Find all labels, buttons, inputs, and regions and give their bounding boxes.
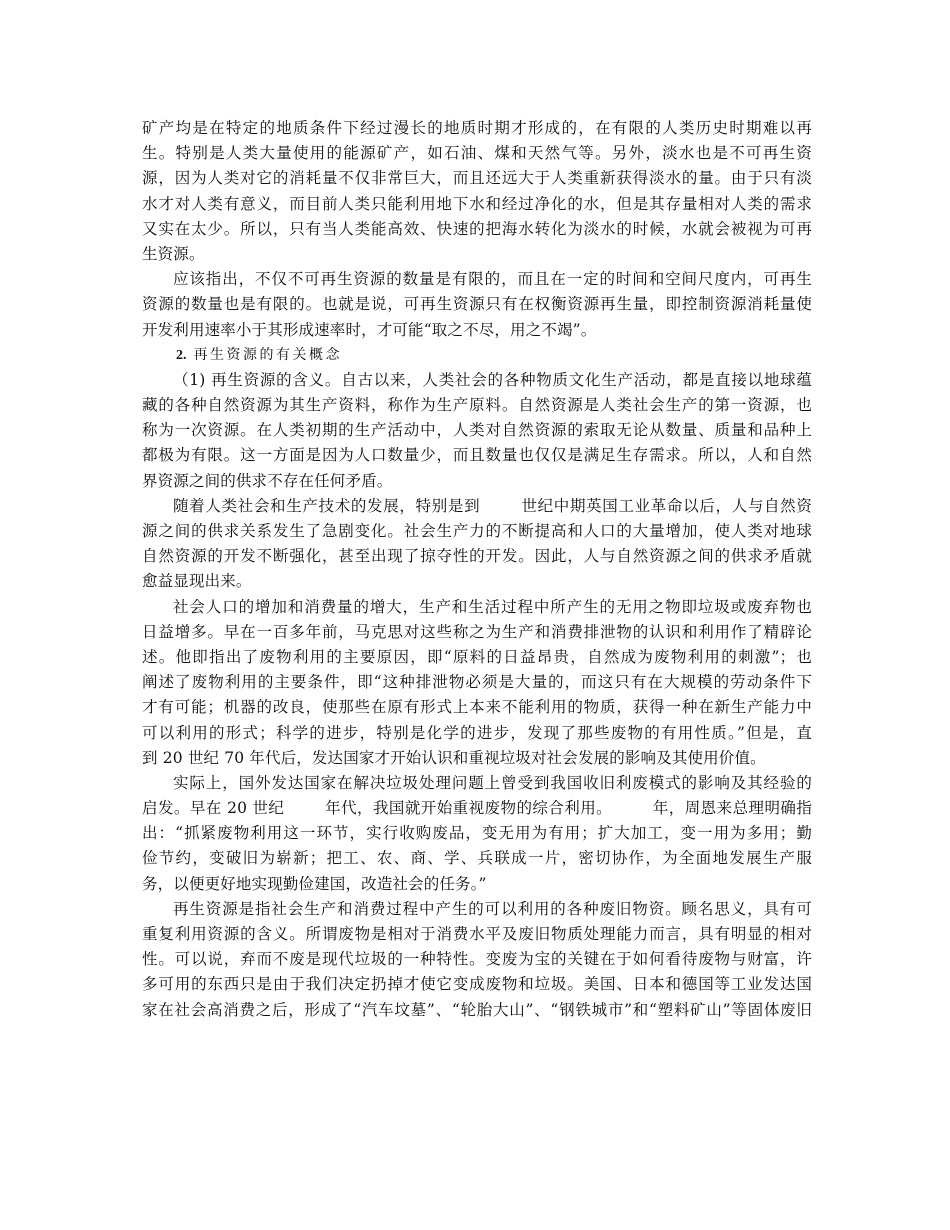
text-line: 家在社会高消费之后，形成了“汽车坟墓”、“轮胎大山”、“钢铁城市”和“塑料矿山”等固体废旧 <box>142 1000 812 1019</box>
text-line: 务，以便更好地实现勤俭建国，改造社会的任务。” <box>142 874 487 893</box>
text-line: 自然资源的开发不断强化，甚至出现了掠夺性的开发。因此，人与自然资源之间的供求矛盾就 <box>142 547 812 566</box>
text-line: 日益增多。早在一百多年前，马克思对这些称之为生产和消费排泄物的认识和利用作了精辟论 <box>142 622 812 641</box>
section-number: 2. <box>176 347 187 363</box>
text-line: 水才对人类有意义，而目前人类只能利用地下水和经过净化的水，但是其存量相对人类的需求 <box>142 194 812 213</box>
paragraph <box>142 897 812 1023</box>
paragraph <box>142 494 812 595</box>
text-line: 到 20 世纪 70 年代后，发达国家才开始认识和重视垃圾对社会发展的影响及其使用价值。 <box>142 748 766 767</box>
section-heading <box>142 343 812 368</box>
text-line: 藏的各种自然资源为其生产资料，称作为生产原料。自然资源是人类社会生产的第一资源，也 <box>142 396 812 415</box>
text-line: 随着人类社会和生产技术的发展，特别是到 世纪中期英国工业革命以后，人与自然资 <box>173 496 812 515</box>
paragraph <box>142 116 812 267</box>
text-line: 才有可能；机器的改良，使那些在原有形式上本来不能利用的物质，获得一种在新生产能力中 <box>142 698 812 717</box>
paragraph <box>142 595 812 771</box>
text-line: 称为一次资源。在人类初期的生产活动中，人类对自然资源的索取无论从数量、质量和品种上 <box>142 421 812 440</box>
paragraph <box>142 368 812 494</box>
text-line: 出：“抓紧废物利用这一环节，实行收购废品，变无用为有用；扩大加工，变一用为多用；勤 <box>142 824 812 843</box>
text-line: 可以利用的形式；科学的进步，特别是化学的进步，发现了那些废物的有用性质。”但是，直 <box>142 723 812 742</box>
document-page <box>142 116 812 1023</box>
text-line: 社会人口的增加和消费量的增大，生产和生活过程中所产生的无用之物即垃圾或废弃物也 <box>173 597 812 616</box>
text-line: 生。特别是人类大量使用的能源矿产，如石油、煤和天然气等。另外，淡水也是不可再生资 <box>142 144 812 163</box>
text-line: 应该指出，不仅不可再生资源的数量是有限的，而且在一定的时间和空间尺度内，可再生 <box>173 270 812 289</box>
paragraph <box>142 267 812 343</box>
text-line: （1) 再生资源的含义。自古以来，人类社会的各种物质文化生产活动，都是直接以地球蕴 <box>173 370 812 389</box>
text-line: 多可用的东西只是由于我们决定扔掉才使它变成废物和垃圾。美国、日本和德国等工业发达国 <box>142 975 812 994</box>
text-line: 界资源之间的供求不存在任何矛盾。 <box>142 471 393 490</box>
text-line: 重复利用资源的含义。所谓废物是相对于消费水平及废旧物质处理能力而言，具有明显的相对 <box>142 925 812 943</box>
text-line: 又实在太少。所以，只有当人类能高效、快速的把海水转化为淡水的时候，水就会被视为可再 <box>142 219 812 238</box>
text-line: 开发利用速率小于其形成速率时，才可能“取之不尽，用之不竭”。 <box>142 320 597 339</box>
text-line: 都极为有限。这一方面是因为人口数量少，而且数量也仅仅是满足生存需求。所以，人和自然 <box>142 446 812 465</box>
text-line: 矿产均是在特定的地质条件下经过漫长的地质时期才形成的，在有限的人类历史时期难以再 <box>142 119 812 137</box>
text-line: 源，因为人类对它的消耗量不仅非常巨大，而且还远大于人类重新获得淡水的量。由于只有淡 <box>142 169 812 188</box>
text-line: 源之间的供求关系发生了急剧变化。社会生产力的不断提高和人口的大量增加，使人类对地球 <box>142 522 812 540</box>
text-line: 愈益显现出来。 <box>142 572 252 591</box>
text-line: 性。可以说，弃而不废是现代垃圾的一种特性。变废为宝的关键在于如何看待废物与财富，许 <box>142 950 812 969</box>
text-line: 述。他即指出了废物利用的主要原因，即“原料的日益昂贵，自然成为废物利用的刺激”；也 <box>142 647 812 666</box>
text-line: 再生资源是指社会生产和消费过程中产生的可以利用的各种废旧物资。顾名思义，具有可 <box>173 899 812 918</box>
text-line: 阐述了废物利用的主要条件，即“这种排泄物必须是大量的，而这只有在大规模的劳动条件下 <box>142 673 812 692</box>
text-line: 启发。早在 20 世纪 年代，我国就开始重视废物的综合利用。 年，周恩来总理明确指 <box>142 799 812 818</box>
paragraph <box>142 771 812 897</box>
text-line: 生资源。 <box>142 244 205 263</box>
text-line: 资源的数量也是有限的。也就是说，可再生资源只有在权衡资源再生量，即控制资源消耗量使 <box>142 295 812 314</box>
text-line: 实际上，国外发达国家在解决垃圾处理问题上曾受到我国收旧利废模式的影响及其经验的 <box>173 773 812 792</box>
section-title: 再生资源的有关概念 <box>193 346 342 363</box>
text-line: 俭节约，变破旧为崭新；把工、农、商、学、兵联成一片，密切协作，为全面地发展生产服 <box>142 849 812 868</box>
